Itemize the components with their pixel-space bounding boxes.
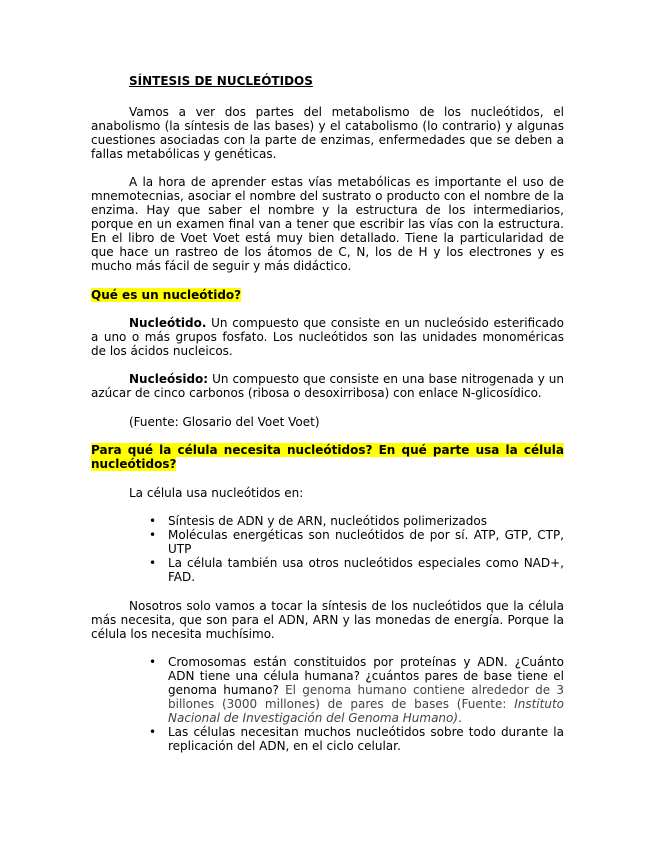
source-note: (Fuente: Glosario del Voet Voet): [129, 415, 320, 429]
document-page: [91, 74, 564, 753]
definition-nucleotido: [91, 316, 564, 358]
usage-list: [149, 514, 564, 584]
mnemonics-paragraph: A la hora de aprender estas vías metabólicas es importante el uso de mnemotecnias, asociar el nombre del sustrato o producto con el nombre de la enzima. Hay que saber el nombre y la estructura de los intermediarios, porque en un examen final van a tener que escribir las vías con la estructura. En el libro de Voet Voet está muy bien detallado. Tiene la particularidad de que hace un rastreo de los átomos de C, N, los de H y los electrones y es mucho más fácil de seguir y más didáctico.: [91, 175, 564, 273]
list-item: • Cromosomas están constituidos por proteínas y ADN. ¿Cuánto ADN tiene una célula humana? ¿cuántos pares de base tiene el genoma humano? El genoma humano contiene alrededor de 3 billones (3000 millones) de pares de bases (Fuente: Instituto Nacional de Investigación del Genoma Humano).: [149, 655, 564, 725]
list-item: • Síntesis de ADN y de ARN, nucleótidos polimerizados: [149, 514, 487, 528]
bullet-icon: •: [149, 655, 157, 669]
focus-paragraph: Nosotros solo vamos a tocar la síntesis de los nucleótidos que la célula más necesita, que son para el ADN, ARN y las monedas de energía. Porque la célula los necesita muchísimo.: [91, 599, 564, 641]
list-item: • Moléculas energéticas son nucleótidos de por sí. ATP, GTP, CTP, UTP: [149, 528, 564, 556]
list-item: • Las células necesitan muchos nucleótidos sobre todo durante la replicación del ADN, en el ciclo celular.: [149, 725, 564, 753]
question-what-is-nucleotide: [91, 288, 564, 302]
definition-text: Un compuesto que consiste en un nucleósido esterificado a uno o más grupos fosfato. Los nucleótidos son las unidades monoméricas de los ácidos nucleicos.: [91, 316, 564, 358]
page-title: SÍNTESIS DE NUCLEÓTIDOS: [129, 74, 313, 88]
definition-nucleosido: [91, 372, 564, 400]
highlighted-heading: Para qué la célula necesita nucleótidos? En qué parte usa la célula nucleótidos?: [91, 443, 564, 471]
bullet-icon: •: [149, 514, 157, 528]
definition-text: Un compuesto que consiste en una base nitrogenada y un azúcar de cinco carbonos (ribosa o desoxirribosa) con enlace N-glicosídico.: [91, 372, 564, 400]
bullet-icon: •: [149, 725, 157, 739]
definition-term: Nucleósido:: [129, 372, 209, 386]
definition-term: Nucleótido.: [129, 316, 207, 330]
bullet-icon: •: [149, 528, 157, 542]
question-why-nucleotides: [91, 443, 564, 471]
highlighted-heading: Qué es un nucleótido?: [91, 288, 242, 302]
bullet-icon: •: [149, 556, 157, 570]
usage-intro: La célula usa nucleótidos en:: [129, 486, 304, 500]
genome-list: [149, 655, 564, 753]
intro-paragraph: Vamos a ver dos partes del metabolismo de los nucleótidos, el anabolismo (la síntesis de las bases) y el catabolismo (lo contrario) y algunas cuestiones asociadas con la parte de enzimas, enfermedades que se deben a fallas metabólicas y genéticas.: [91, 105, 564, 161]
list-item: • La célula también usa otros nucleótidos especiales como NAD+, FAD.: [149, 556, 564, 584]
